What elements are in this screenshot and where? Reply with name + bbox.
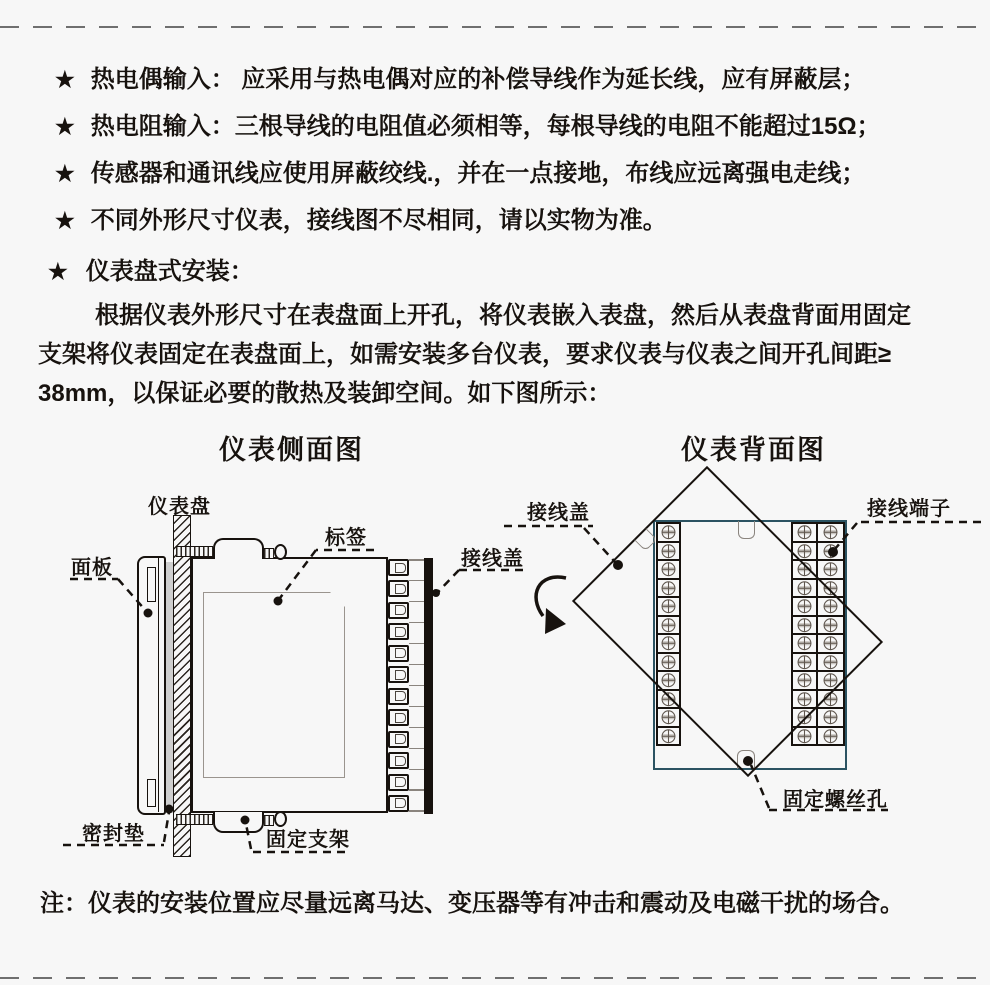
terminal-screw-cell bbox=[816, 522, 845, 543]
side-view-title: 仪表侧面图 bbox=[219, 435, 364, 465]
cover-latch-tab bbox=[634, 529, 657, 552]
bullet-rtd bbox=[55, 106, 881, 141]
label-tag: 标签 bbox=[325, 527, 367, 549]
terminal-fin bbox=[409, 664, 424, 666]
section-heading-text: 仪表盘式安装： bbox=[85, 258, 254, 285]
bullet-shielding bbox=[55, 153, 865, 188]
paragraph-line: 38mm，以保证必要的散热及装卸空间。如下图所示： bbox=[38, 380, 612, 407]
terminal-fin bbox=[409, 769, 424, 771]
terminal-cavity bbox=[395, 584, 406, 594]
label-panel-board: 仪表盘 bbox=[148, 496, 211, 518]
bullet-wiring-diagram bbox=[55, 200, 667, 235]
star-icon: ★ bbox=[55, 208, 75, 233]
terminal-cavity bbox=[395, 691, 406, 701]
terminal-fin bbox=[409, 685, 424, 687]
side-terminal-block bbox=[388, 559, 409, 812]
rotation-arrow-icon bbox=[536, 577, 566, 634]
side-terminal-cell bbox=[388, 795, 409, 812]
terminal-screw-icon bbox=[818, 561, 843, 578]
terminal-cavity bbox=[395, 777, 406, 787]
terminal-fin bbox=[409, 706, 424, 708]
star-icon: ★ bbox=[55, 161, 75, 186]
terminal-fin bbox=[409, 643, 424, 645]
terminal-screw-icon bbox=[818, 543, 843, 560]
page-separator-bottom bbox=[0, 977, 990, 979]
terminal-screw-icon bbox=[793, 524, 816, 541]
label-terminal-cover-side: 接线盖 bbox=[461, 548, 524, 570]
terminal-screw-cell bbox=[816, 541, 845, 562]
back-view-title: 仪表背面图 bbox=[681, 435, 826, 465]
terminal-fin bbox=[409, 789, 424, 791]
leader-terminal-cover-side bbox=[438, 570, 523, 592]
star-icon: ★ bbox=[55, 114, 75, 139]
side-terminal-cell bbox=[388, 645, 409, 662]
terminal-screw-icon bbox=[818, 709, 843, 726]
bezel-slot bbox=[147, 567, 156, 602]
side-terminal-cell bbox=[388, 774, 409, 791]
terminal-fin bbox=[409, 810, 424, 812]
terminal-cavity bbox=[395, 648, 406, 658]
terminal-cavity bbox=[395, 798, 406, 808]
section-heading bbox=[48, 251, 254, 286]
side-terminal-cell bbox=[388, 688, 409, 705]
terminal-fin bbox=[409, 622, 424, 624]
terminal-cavity bbox=[395, 605, 406, 615]
label-terminal-cover-back: 接线盖 bbox=[527, 502, 590, 524]
terminal-screw-cell bbox=[656, 726, 681, 747]
terminal-fin bbox=[409, 559, 424, 561]
side-terminal-cell bbox=[388, 559, 409, 576]
install-paragraph bbox=[38, 296, 968, 413]
screw-thread bbox=[176, 814, 213, 825]
terminal-cavity bbox=[395, 627, 406, 637]
bullet-text: 热电阻输入：三根导线的电阻值必须相等，每根导线的电阻不能超过15Ω； bbox=[90, 113, 881, 140]
screw-head bbox=[274, 544, 287, 560]
fixing-bracket-top bbox=[213, 538, 264, 559]
leader-dot bbox=[432, 589, 440, 597]
terminal-screw-icon bbox=[658, 709, 679, 726]
label-terminal: 接线端子 bbox=[867, 498, 951, 520]
terminal-fin bbox=[409, 580, 424, 582]
terminal-screw-cell bbox=[656, 707, 681, 728]
side-terminal-cell bbox=[388, 752, 409, 769]
terminal-screw-icon bbox=[793, 728, 816, 745]
bullet-text: 热电偶输入： 应采用与热电偶对应的补偿导线作为延长线，应有屏蔽层； bbox=[90, 66, 866, 93]
side-terminal-cell bbox=[388, 709, 409, 726]
leader-front-panel bbox=[70, 579, 146, 611]
side-terminal-cell bbox=[388, 580, 409, 597]
terminal-screw-icon bbox=[658, 728, 679, 745]
terminal-fin bbox=[409, 748, 424, 750]
terminal-screw-icon bbox=[818, 524, 843, 541]
side-terminal-cell bbox=[388, 602, 409, 619]
terminal-cavity bbox=[395, 756, 406, 766]
terminal-cover-bar bbox=[424, 558, 433, 814]
instrument-label-area bbox=[203, 592, 345, 778]
leader-terminal bbox=[835, 522, 981, 549]
installation-note: 注：仪表的安装位置应尽量远离马达、变压器等有冲击和震动及电磁干扰的场合。 bbox=[40, 890, 904, 917]
terminal-cavity bbox=[395, 734, 406, 744]
bullet-thermocouple bbox=[55, 59, 865, 94]
terminal-screw-cell bbox=[816, 707, 845, 728]
terminal-screw-cell bbox=[791, 522, 818, 543]
paragraph-line: 支架将仪表固定在表盘面上，如需安装多台仪表，要求仪表与仪表之间开孔间距≥ bbox=[38, 341, 892, 368]
side-terminal-cell bbox=[388, 666, 409, 683]
terminal-screw-cell bbox=[816, 559, 845, 580]
fixing-bracket-bottom bbox=[213, 812, 264, 833]
bezel-line bbox=[158, 558, 159, 812]
page-separator-top bbox=[0, 26, 990, 28]
terminal-fin bbox=[409, 601, 424, 603]
screw-thread bbox=[176, 546, 213, 557]
bezel-slot bbox=[147, 779, 156, 807]
label-gasket: 密封垫 bbox=[82, 823, 145, 845]
terminal-cavity bbox=[395, 713, 406, 723]
terminal-cavity bbox=[395, 670, 406, 680]
label-screw-hole: 固定螺丝孔 bbox=[783, 789, 888, 811]
bullet-text: 传感器和通讯线应使用屏蔽绞线.，并在一点接地，布线应远离强电走线； bbox=[90, 160, 866, 187]
terminal-fin bbox=[409, 727, 424, 729]
terminal-fins bbox=[409, 559, 424, 812]
label-bracket: 固定支架 bbox=[266, 829, 350, 851]
label-front-panel: 面板 bbox=[71, 557, 113, 579]
paragraph-line: 根据仪表外形尺寸在表盘面上开孔，将仪表嵌入表盘，然后从表盘背面用固定 bbox=[95, 302, 911, 329]
bullet-text: 不同外形尺寸仪表，接线图不尽相同，请以实物为准。 bbox=[90, 207, 667, 234]
mounting-panel-wall bbox=[173, 515, 191, 857]
screw-thread bbox=[264, 548, 274, 559]
terminal-screw-icon bbox=[818, 728, 843, 745]
side-terminal-cell bbox=[388, 623, 409, 640]
terminal-screw-cell bbox=[816, 726, 845, 747]
star-icon: ★ bbox=[55, 67, 75, 92]
sealing-gasket bbox=[166, 562, 173, 813]
side-terminal-cell bbox=[388, 731, 409, 748]
star-icon: ★ bbox=[48, 259, 68, 284]
terminal-cavity bbox=[395, 563, 406, 573]
